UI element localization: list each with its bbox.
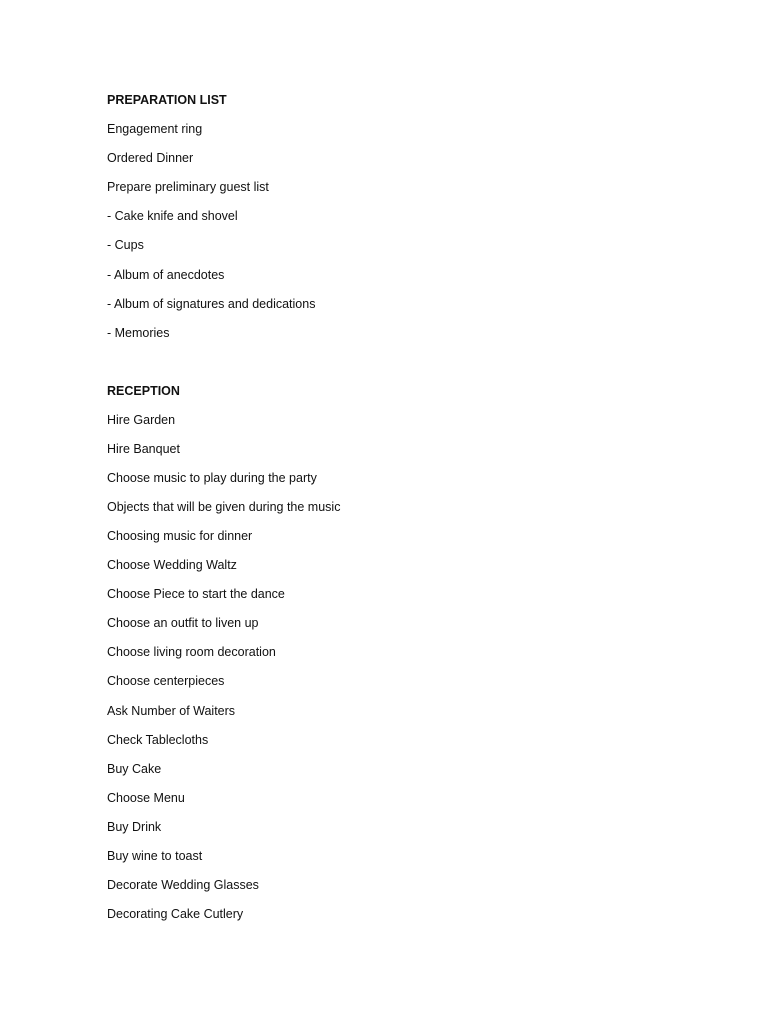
- list-item: Check Tablecloths: [107, 732, 209, 747]
- list-item: Choose living room decoration: [107, 645, 276, 660]
- list-item: - Album of signatures and dedications: [107, 296, 316, 311]
- list-item: Ask Number of Waiters: [107, 703, 236, 718]
- list-item: Choose music to play during the party: [107, 471, 317, 486]
- list-item: Engagement ring: [107, 122, 203, 137]
- list-item: Hire Garden: [107, 413, 176, 428]
- list-item: Choose centerpieces: [107, 674, 225, 689]
- reception-heading: RECEPTION: [107, 384, 180, 398]
- preparation-heading: PREPARATION LIST: [107, 93, 227, 107]
- list-item: - Album of anecdotes: [107, 267, 225, 282]
- preparation-list: [107, 120, 315, 342]
- list-item: Buy Cake: [107, 761, 162, 776]
- list-item: - Cake knife and shovel: [107, 209, 238, 224]
- list-item: - Cups: [107, 238, 144, 253]
- reception-list: [107, 411, 340, 923]
- list-item: Choosing music for dinner: [107, 529, 253, 544]
- list-item: Decorate Wedding Glasses: [107, 877, 259, 892]
- list-item: - Memories: [107, 325, 170, 340]
- list-item: Buy wine to toast: [107, 848, 203, 863]
- list-item: Choose Wedding Waltz: [107, 558, 237, 573]
- preparation-section: [107, 91, 315, 342]
- list-item: Decorating Cake Cutlery: [107, 906, 244, 921]
- list-item: Ordered Dinner: [107, 151, 194, 166]
- list-item: Objects that will be given during the music: [107, 500, 341, 515]
- list-item: Buy Drink: [107, 819, 162, 834]
- list-item: Hire Banquet: [107, 442, 180, 457]
- list-item: Choose an outfit to liven up: [107, 616, 259, 631]
- list-item: Choose Piece to start the dance: [107, 587, 285, 602]
- list-item: Choose Menu: [107, 790, 185, 805]
- list-item: Prepare preliminary guest list: [107, 180, 269, 195]
- reception-section: [107, 382, 340, 923]
